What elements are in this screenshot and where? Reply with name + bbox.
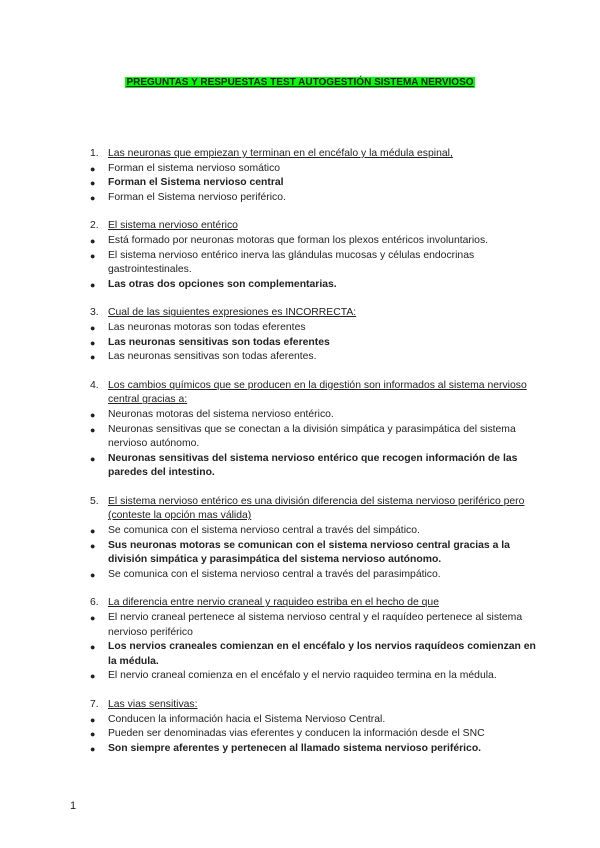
- answer-option-text: Las otras dos opciones son complementarias.: [108, 278, 337, 290]
- answer-option-text: Forman el Sistema nervioso periférico.: [108, 191, 286, 203]
- document-title: [0, 72, 600, 90]
- answer-option-text: El nervio craneal pertenece al sistema nervioso central y el raquídeo pertenece al sistema nervioso periférico: [108, 612, 523, 638]
- answer-option: [90, 423, 540, 452]
- answer-option-text: Se comunica con el sistema nervioso central a través del parasimpático.: [108, 568, 441, 580]
- answer-option: [90, 669, 540, 684]
- question-number: 5.: [90, 495, 99, 507]
- bullet-icon: ●: [90, 322, 96, 333]
- bullet-icon: ●: [90, 424, 96, 435]
- answer-option: [90, 249, 540, 278]
- answer-option: [90, 162, 540, 177]
- question-item: [90, 698, 540, 756]
- question-heading: [90, 596, 540, 611]
- answer-option-correct: [90, 539, 540, 568]
- answer-option-text: Está formado por neuronas motoras que forman los plexos entéricos involuntarios.: [108, 234, 489, 246]
- question-number: 7.: [90, 699, 99, 710]
- question-text: Cual de las siguientes expresiones es INCORRECTA:: [108, 307, 357, 319]
- bullet-icon: ●: [90, 453, 96, 464]
- answer-option-text: El nervio craneal comienza en el encéfalo y el nervio raquideo termina en la médula.: [108, 670, 497, 682]
- question-number: 4.: [90, 379, 99, 391]
- bullet-icon: ●: [90, 163, 96, 174]
- answer-option-text: Neuronas motoras del sistema nervioso entérico.: [108, 408, 334, 420]
- answer-option-text: Las neuronas sensitivas son todas aferentes.: [108, 351, 317, 363]
- answer-option-text: Son siempre aferentes y pertenecen al llamado sistema nervioso periférico.: [108, 742, 482, 754]
- bullet-icon: ●: [90, 192, 96, 203]
- bullet-icon: ●: [90, 178, 96, 189]
- answer-option: [90, 713, 540, 728]
- question-item: [90, 596, 540, 684]
- answer-option: [90, 321, 540, 336]
- bullet-icon: ●: [90, 526, 96, 537]
- page-number: 1: [70, 800, 77, 812]
- answer-option-text: Las neuronas motoras son todas eferentes: [108, 321, 306, 333]
- question-text: La diferencia entre nervio craneal y raquideo estriba en el hecho de que: [108, 597, 439, 609]
- question-heading: [90, 147, 540, 162]
- answer-option-text: Conducen la información hacia el Sistema Nervioso Central.: [108, 713, 386, 725]
- question-heading: [90, 306, 540, 321]
- bullet-icon: ●: [90, 409, 96, 420]
- bullet-icon: ●: [90, 279, 96, 290]
- question-text: Las vias sensitivas:: [108, 699, 198, 710]
- answer-option: [90, 234, 540, 249]
- question-text: Las neuronas que empiezan y terminan en el encéfalo y la médula espinal,: [108, 148, 453, 159]
- question-number: 3.: [90, 307, 99, 319]
- answer-option-text: Sus neuronas motoras se comunican con el sistema nervioso central gracias a la división simpática y parasimpática del sistema nervioso autónomo.: [108, 539, 510, 566]
- answer-option-text: El sistema nervioso entérico inerva las glándulas mucosas y células endocrinas gastrointestinales.: [108, 249, 475, 276]
- question-text: El sistema nervioso entérico: [108, 220, 238, 232]
- document-title-text: PREGUNTAS Y RESPUESTAS TEST AUTOGESTIÓN SISTEMA NERVIOSO: [126, 77, 474, 88]
- answer-option-correct: [90, 278, 540, 293]
- question-list: [90, 147, 540, 770]
- answer-option-correct: [90, 336, 540, 351]
- bullet-icon: ●: [90, 743, 96, 754]
- answer-option-text: Los nervios craneales comienzan en el encéfalo y los nervios raquídeos comienzan en la médula.: [108, 641, 536, 667]
- question-text: Los cambios químicos que se producen en la digestión son informados al sistema nervioso central gracias a:: [108, 379, 527, 406]
- answer-option-correct: [90, 640, 540, 669]
- question-item: [90, 379, 540, 481]
- answer-option-text: Pueden ser denominadas vias eferentes y conducen la información desde el SNC: [108, 728, 485, 740]
- answer-option-text: Neuronas sensitivas del sistema nervioso entérico que recogen información de las paredes del intestino.: [108, 452, 518, 479]
- question-item: [90, 219, 540, 292]
- bullet-icon: ●: [90, 337, 96, 348]
- question-item: [90, 495, 540, 583]
- bullet-icon: ●: [90, 613, 96, 624]
- question-heading: [90, 219, 540, 234]
- question-number: 2.: [90, 220, 99, 232]
- answer-option-correct: [90, 452, 540, 481]
- bullet-icon: ●: [90, 729, 96, 740]
- question-item: [90, 306, 540, 364]
- answer-option-text: Forman el sistema nervioso somático: [108, 162, 281, 174]
- answer-option-correct: [90, 742, 540, 757]
- question-heading: [90, 495, 540, 524]
- bullet-icon: ●: [90, 642, 96, 653]
- answer-option-correct: [90, 176, 540, 191]
- answer-option: [90, 568, 540, 583]
- bullet-icon: ●: [90, 569, 96, 580]
- question-number: 6.: [90, 597, 99, 609]
- question-heading: [90, 698, 540, 713]
- answer-option: [90, 350, 540, 365]
- question-number: 1.: [90, 148, 99, 159]
- answer-option: [90, 727, 540, 742]
- question-text: El sistema nervioso entérico es una división diferencia del sistema nervioso periférico pero (conteste la opción mas válida): [108, 495, 525, 522]
- answer-option-text: Se comunica con el sistema nervioso central a través del simpático.: [108, 525, 420, 537]
- bullet-icon: ●: [90, 671, 96, 682]
- bullet-icon: ●: [90, 235, 96, 246]
- answer-option-text: Las neuronas sensitivas son todas eferentes: [108, 336, 330, 348]
- answer-option: [90, 191, 540, 206]
- answer-option-text: Neuronas sensitivas que se conectan a la división simpática y parasimpática del sistema nervioso autónomo.: [108, 423, 516, 450]
- answer-option: [90, 611, 540, 640]
- bullet-icon: ●: [90, 540, 96, 551]
- answer-option: [90, 408, 540, 423]
- answer-option: [90, 524, 540, 539]
- bullet-icon: ●: [90, 352, 96, 363]
- bullet-icon: ●: [90, 714, 96, 725]
- answer-option-text: Forman el Sistema nervioso central: [108, 177, 284, 189]
- question-heading: [90, 379, 540, 408]
- question-item: [90, 147, 540, 205]
- bullet-icon: ●: [90, 250, 96, 261]
